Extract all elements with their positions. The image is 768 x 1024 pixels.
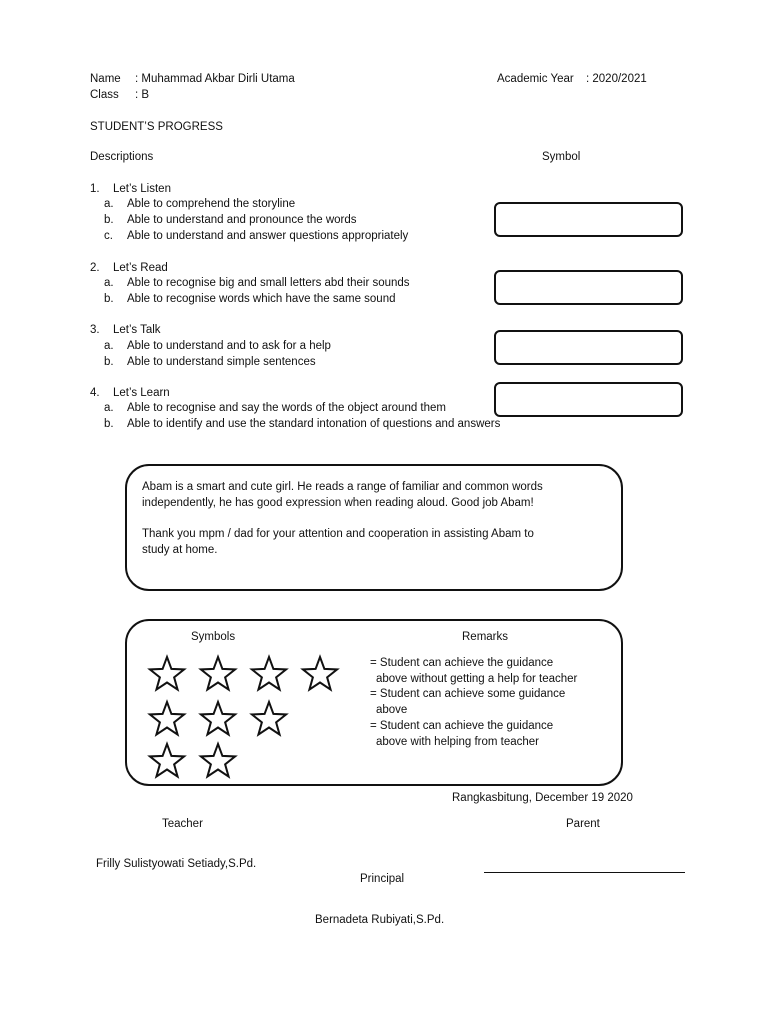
remark-line: above with helping from teacher: [376, 736, 540, 748]
star-icon: [147, 654, 187, 694]
remarks-header: Remarks: [462, 631, 509, 643]
symbol-box-read[interactable]: [494, 270, 683, 305]
section-number: 3.: [90, 324, 100, 336]
star-icon: [147, 741, 187, 781]
remark-line: above without getting a help for teacher: [376, 673, 578, 685]
item-letter: b.: [104, 214, 114, 226]
name-value: : Muhammad Akbar Dirli Utama: [135, 73, 295, 85]
principal-name: Bernadeta Rubiyati,S.Pd.: [315, 914, 445, 926]
remark-line: = Student can achieve the guidance: [370, 720, 554, 732]
item-text: Able to identify and use the standard intonation of questions and answers: [127, 418, 501, 430]
star-icon: [198, 741, 238, 781]
section-title-listen: Let’s Listen: [113, 183, 171, 195]
teacher-name: Frilly Sulistyowati Setiady,S.Pd.: [96, 858, 257, 870]
parent-label: Parent: [566, 818, 600, 830]
item-text: Able to recognise words which have the same sound: [127, 293, 396, 305]
remark-line: = Student can achieve the guidance: [370, 657, 554, 669]
teacher-label: Teacher: [162, 818, 203, 830]
item-letter: b.: [104, 356, 114, 368]
item-letter: b.: [104, 293, 114, 305]
item-text: Able to recognise and say the words of the object around them: [127, 402, 447, 414]
symbol-box-talk[interactable]: [494, 330, 683, 365]
star-icon: [249, 654, 289, 694]
item-text: Able to understand and to ask for a help: [127, 340, 331, 352]
item-text: Able to recognise big and small letters abd their sounds: [127, 277, 410, 289]
item-text: Able to understand and pronounce the words: [127, 214, 357, 226]
item-text: Able to understand simple sentences: [127, 356, 316, 368]
item-letter: b.: [104, 418, 114, 430]
item-text: Able to understand and answer questions appropriately: [127, 230, 409, 242]
item-text: Able to comprehend the storyline: [127, 198, 296, 210]
item-letter: c.: [104, 230, 113, 242]
symbol-box-listen[interactable]: [494, 202, 683, 237]
comment-line: study at home.: [142, 544, 218, 556]
section-title-learn: Let’s Learn: [113, 387, 170, 399]
class-value: : B: [135, 89, 150, 101]
remark-line: = Student can achieve some guidance: [370, 688, 566, 700]
class-label: Class: [90, 89, 119, 101]
name-label: Name: [90, 73, 121, 85]
item-letter: a.: [104, 198, 114, 210]
section-number: 1.: [90, 183, 100, 195]
section-number: 2.: [90, 262, 100, 274]
section-title-read: Let’s Read: [113, 262, 168, 274]
symbols-header: Symbols: [191, 631, 236, 643]
section-number: 4.: [90, 387, 100, 399]
star-icon: [300, 654, 340, 694]
page-title: STUDENT’S PROGRESS: [90, 121, 223, 133]
academic-year-value: : 2020/2021: [586, 73, 647, 85]
symbol-header: Symbol: [542, 151, 581, 163]
descriptions-header: Descriptions: [90, 151, 154, 163]
comment-line: Abam is a smart and cute girl. He reads a range of familiar and common words: [142, 481, 543, 493]
star-icon: [198, 699, 238, 739]
comment-line: Thank you mpm / dad for your attention and cooperation in assisting Abam to: [142, 528, 534, 540]
academic-year-label: Academic Year: [497, 73, 574, 85]
comment-line: independently, he has good expression when reading aloud. Good job Abam!: [142, 497, 534, 509]
principal-label: Principal: [360, 873, 405, 885]
star-icon: [198, 654, 238, 694]
item-letter: a.: [104, 277, 114, 289]
parent-signature-line: [484, 872, 685, 873]
symbol-box-learn[interactable]: [494, 382, 683, 417]
item-letter: a.: [104, 402, 114, 414]
place-date: Rangkasbitung, December 19 2020: [452, 792, 633, 804]
star-icon: [147, 699, 187, 739]
remark-line: above: [376, 704, 408, 716]
star-icon: [249, 699, 289, 739]
item-letter: a.: [104, 340, 114, 352]
section-title-talk: Let’s Talk: [113, 324, 161, 336]
